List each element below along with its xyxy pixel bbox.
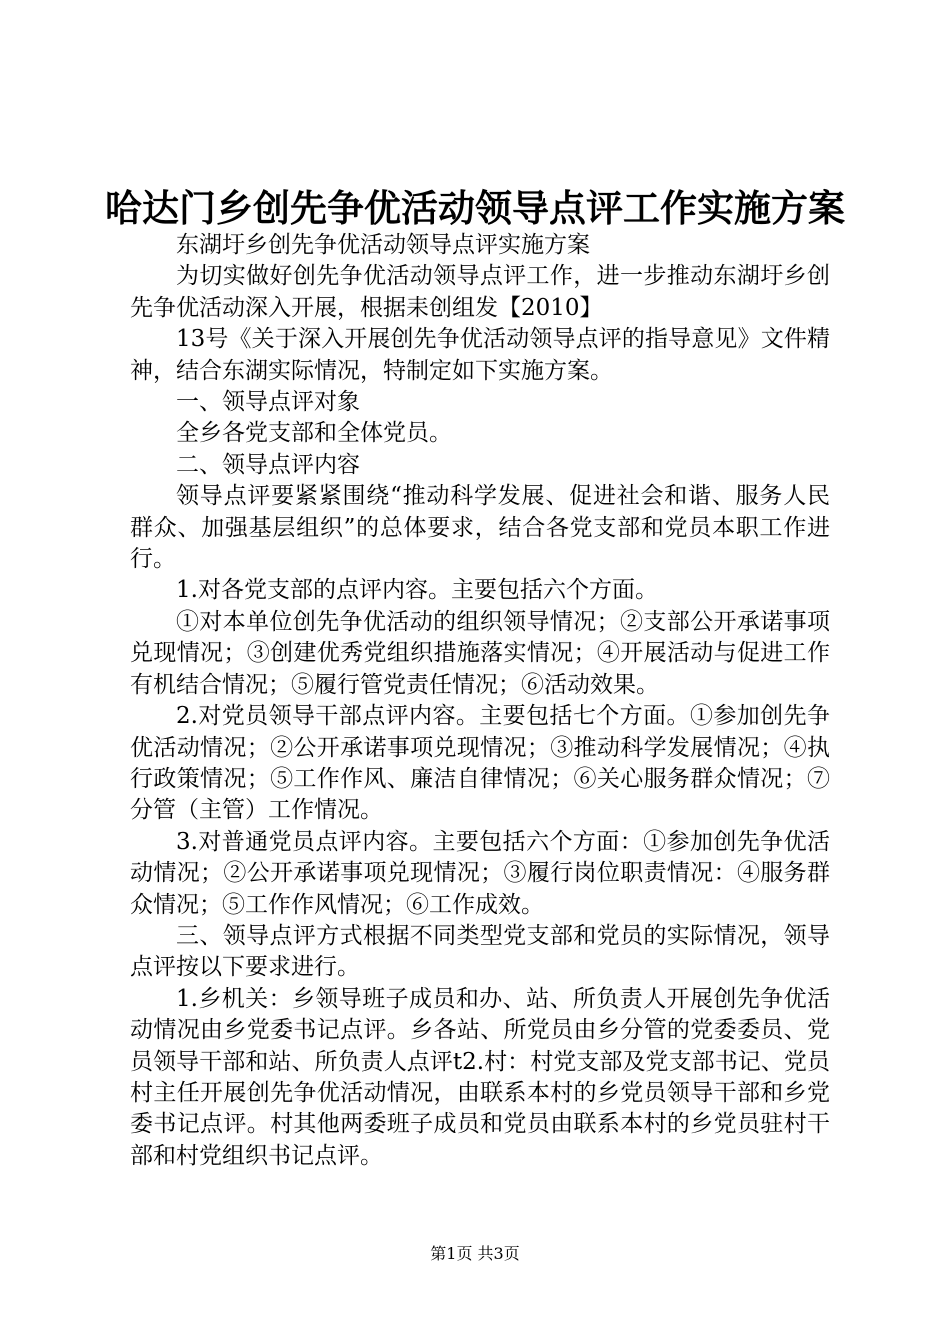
document-title: 哈达门乡创先争优活动领导点评工作实施方案 — [105, 187, 845, 230]
page-footer: 第1页 共3页 — [430, 1244, 520, 1263]
paragraph-intro-continued: 13号《关于深入开展创先争优活动领导点评的指导意见》文件精神，结合东湖实际情况，特制定如下实施方案。 — [130, 326, 830, 384]
paragraph-item-1: 1.对各党支部的点评内容。主要包括六个方面。 — [176, 577, 658, 604]
paragraph-section-3-item: 1.乡机关：乡领导班子成员和办、站、所负责人开展创先争优活动情况由乡党委书记点评。乡各站、所党员由乡分管的党委委员、党员领导干部和站、所负责人点评t2.村：村党支部及党支部书记、党员村主任开展创先争优活动情况，由联系本村的乡党员领导干部和乡党委书记点评。村其他两委班子成员和党员由联系本村的乡党员驻村干部和村党组织书记点评。 — [130, 985, 830, 1169]
document-body — [130, 230, 830, 1172]
paragraph-item-3: 3.对普通党员点评内容。主要包括六个方面：①参加创先争优活动情况；②公开承诺事项兑现情况；③履行岗位职责情况：④服务群众情况；⑤工作作风情况；⑥工作成效。 — [130, 828, 830, 918]
paragraph-section-1: 全乡各党支部和全体党员。 — [176, 420, 452, 447]
paragraph-item-2: 2.对党员领导干部点评内容。主要包括七个方面。①参加创先争优活动情况；②公开承诺事项兑现情况；③推动科学发展情况；④执行政策情况；⑤工作作风、廉洁自律情况；⑥关心服务群众情况；⑦分管（主管）工作情况。 — [130, 703, 830, 824]
section-heading-3: 三、领导点评方式根据不同类型党支部和党员的实际情况，领导点评按以下要求进行。 — [130, 922, 830, 981]
section-heading-1: 一、领导点评对象 — [176, 389, 360, 416]
paragraph-intro: 为切实做好创先争优活动领导点评工作，进一步推动东湖圩乡创先争优活动深入开展，根据耒创组发【2010】 — [130, 263, 830, 321]
section-heading-2: 二、领导点评内容 — [176, 451, 360, 478]
paragraph-item-1-detail: ①对本单位创先争优活动的组织领导情况；②支部公开承诺事项兑现情况；③创建优秀党组织措施落实情况；④开展活动与促进工作有机结合情况；⑤履行管党责任情况；⑥活动效果。 — [130, 608, 830, 698]
paragraph-section-2: 领导点评要紧紧围绕“推动科学发展、促进社会和谐、服务人民群众、加强基层组织”的总体要求，结合各党支部和党员本职工作进行。 — [130, 483, 830, 573]
paragraph-subtitle: 东湖圩乡创先争优活动领导点评实施方案 — [176, 232, 590, 258]
